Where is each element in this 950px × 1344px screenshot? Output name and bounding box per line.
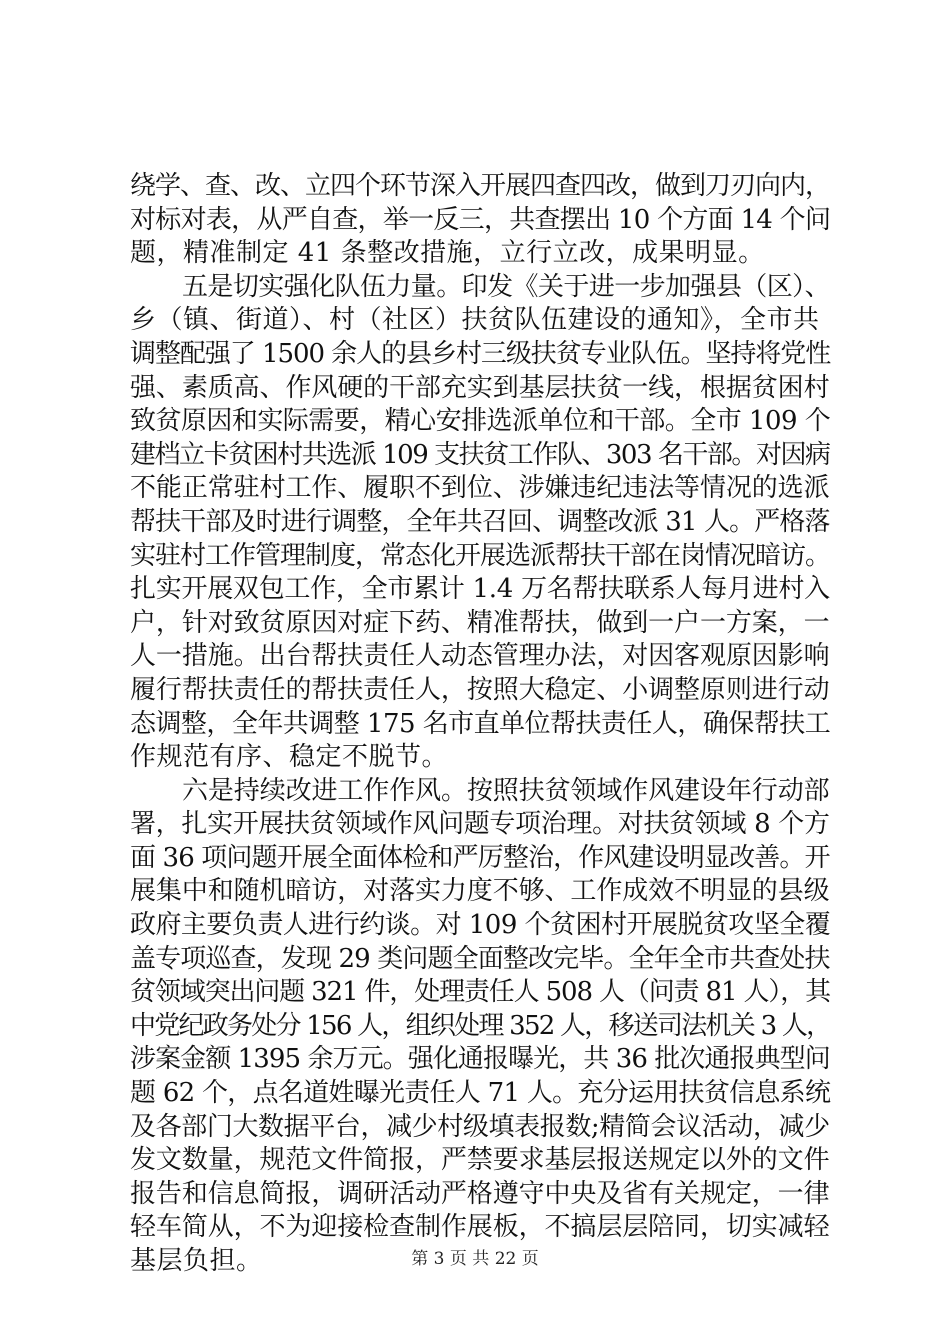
text-line: 强、素质高、作风硬的干部充实到基层扶贫一线，根据贫困村	[130, 372, 830, 403]
text-line: 涉案金额 1395 余万元。强化通报曝光，共 36 批次通报典型问	[130, 1044, 830, 1075]
text-line: 署，扎实开展扶贫领域作风问题专项治理。对扶贫领域 8 个方	[130, 809, 830, 840]
text-line: 题 62 个，点名道姓曝光责任人 71 人。充分运用扶贫信息系统	[130, 1078, 831, 1109]
text-line: 扎实开展双包工作，全市累计 1.4 万名帮扶联系人每月进村入	[130, 574, 830, 605]
text-line: 调整配强了 1500 余人的县乡村三级扶贫专业队伍。坚持将党性	[130, 338, 831, 369]
text-line: 题，精准制定 41 条整改措施，立行立改，成果明显。	[130, 238, 765, 269]
text-line: 态调整，全年共调整 175 名市直单位帮扶责任人，确保帮扶工	[130, 708, 831, 739]
text-line: 帮扶干部及时进行调整，全年共召回、调整改派 31 人。严格落	[130, 506, 830, 537]
text-line: 发文数量，规范文件简报，严禁要求基层报送规定以外的文件	[130, 1145, 830, 1176]
text-line: 报告和信息简报，调研活动严格遵守中央及省有关规定，一律	[130, 1178, 830, 1209]
text-line: 面 36 项问题开展全面体检和严厉整治，作风建设明显改善。开	[130, 842, 830, 873]
text-line: 及各部门大数据平台，减少村级填表报数;精简会议活动，减少	[130, 1111, 830, 1142]
paragraph	[130, 271, 830, 775]
text-line: 履行帮扶责任的帮扶责任人，按照大稳定、小调整原则进行动	[130, 674, 830, 705]
text-line: 政府主要负责人进行约谈。对 109 个贫困村开展脱贫攻坚全覆	[130, 910, 831, 941]
text-line: 轻车简从，不为迎接检查制作展板，不搞层层陪同，切实减轻	[130, 1212, 830, 1243]
text-line: 绕学、查、改、立四个环节深入开展四查四改，做到刀刃向内，	[130, 171, 831, 201]
document-body	[130, 170, 830, 1279]
text-line: 中党纪政务处分 156 人，组织处理 352 人，移送司法机关 3 人，	[130, 1010, 831, 1041]
text-line: 乡（镇、街道）、村（社区）扶贫队伍建设的通知》，全市共	[130, 305, 820, 336]
paragraph	[130, 170, 830, 271]
text-line: 六是持续改进工作作风。按照扶贫领域作风建设年行动部	[182, 775, 830, 806]
text-line: 基层负担。	[130, 1246, 263, 1276]
text-line: 五是切实强化队伍力量。印发《关于进一步加强县（区）、	[182, 271, 831, 302]
text-line: 贫领域突出问题 321 件，处理责任人 508 人（问责 81 人），其	[130, 977, 830, 1008]
text-line: 对标对表，从严自查，举一反三，共查摆出 10 个方面 14 个问	[130, 204, 831, 235]
text-line: 展集中和随机暗访，对落实力度不够、工作成效不明显的县级	[130, 876, 830, 907]
page-footer: 第 3 页 共 22 页	[411, 1249, 539, 1269]
text-line: 户，针对致贫原因对症下药、精准帮扶，做到一户一方案，一	[130, 607, 830, 638]
text-line: 建档立卡贫困村共选派 109 支扶贫工作队、303 名干部。对因病	[130, 439, 830, 470]
paragraph	[130, 775, 830, 1279]
text-line: 致贫原因和实际需要，精心安排选派单位和干部。全市 109 个	[130, 406, 831, 437]
text-line: 作规范有序、稳定不脱节。	[130, 742, 449, 773]
text-line: 盖专项巡查，发现 29 类问题全面整改完毕。全年全市共查处扶	[130, 943, 830, 974]
text-line: 人一措施。出台帮扶责任人动态管理办法，对因客观原因影响	[130, 641, 830, 672]
text-line: 不能正常驻村工作、履职不到位、涉嫌违纪违法等情况的选派	[130, 473, 830, 504]
text-line: 实驻村工作管理制度，常态化开展选派帮扶干部在岗情况暗访。	[130, 540, 831, 571]
